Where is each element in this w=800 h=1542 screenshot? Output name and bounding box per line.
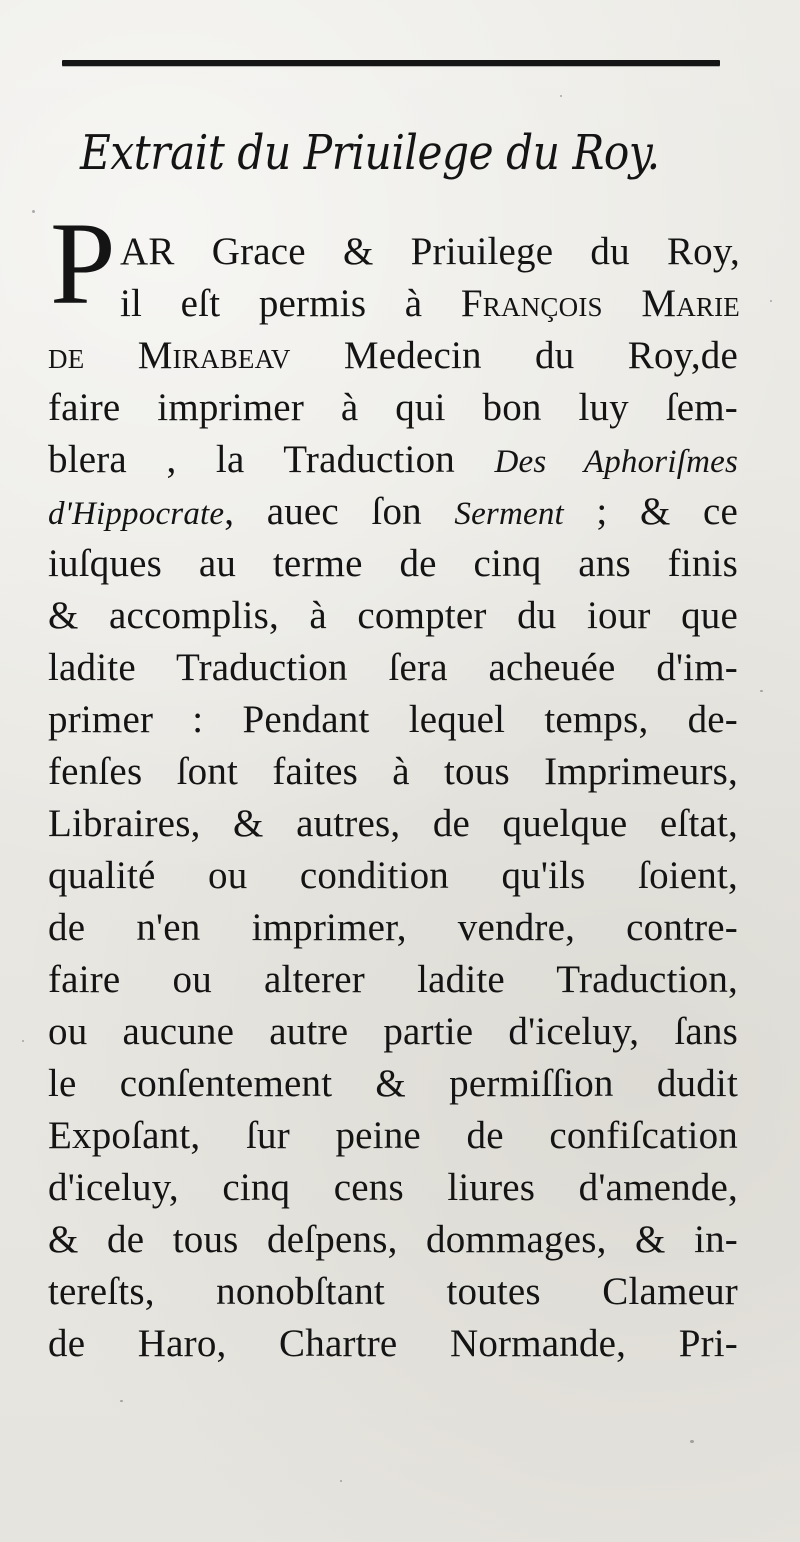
drop-cap: P — [50, 198, 116, 329]
paper-speck — [22, 1040, 24, 1042]
text-line-5 — [48, 434, 738, 486]
grantee-name: François Marie — [460, 282, 741, 325]
text-line-20: & de tous deſpens, dommages, & in- — [48, 1218, 738, 1261]
text-line-6-end: ; & ce — [596, 490, 739, 533]
text-line-19: d'iceluy, cinq cens liures d'amende, — [48, 1166, 738, 1209]
text-line-17: le conſentement & permiſſion dudit — [48, 1062, 738, 1105]
text-line-5-start: blera , la Traduction — [48, 438, 455, 481]
text-line-1: AR Grace & Priuilege du Roy, — [120, 230, 740, 273]
text-line-10: primer : Pendant lequel temps, de- — [48, 698, 738, 741]
text-line-14: de n'en imprimer, vendre, contre- — [48, 906, 738, 949]
text-line-11: fenſes ſont faites à tous Imprimeurs, — [48, 750, 738, 793]
text-line-13: qualité ou condition qu'ils ſoient, — [48, 854, 738, 897]
paper-speck — [770, 300, 772, 302]
text-line-3 — [48, 330, 738, 382]
work-title-2: d'Hippocrate — [48, 496, 225, 532]
text-line-2-start: il eſt permis à — [120, 282, 423, 325]
text-line-15: faire ou alterer ladite Traduction, — [48, 958, 738, 1001]
top-rule — [62, 60, 720, 66]
text-line-21: tereſts, nonobſtant toutes Clameur — [48, 1270, 738, 1313]
text-line-9: ladite Traduction ſera acheuée d'im- — [48, 646, 738, 689]
paper-speck — [340, 1480, 342, 1482]
text-line-16: ou aucune autre partie d'iceluy, ſans — [48, 1010, 738, 1053]
text-line-12: Libraires, & autres, de quelque eſtat, — [48, 802, 738, 845]
paper-speck — [32, 210, 35, 213]
paper-speck — [760, 690, 763, 692]
grantee-surname: de Mirabeav — [48, 334, 291, 377]
text-line-7: iuſques au terme de cinq ans finis — [48, 542, 738, 585]
text-line-4: faire imprimer à qui bon luy ſem- — [48, 386, 738, 429]
text-line-8: & accomplis, à compter du iour que — [48, 594, 738, 637]
paper-speck — [560, 95, 562, 97]
grantee-title: Medecin du Roy,de — [290, 334, 738, 377]
text-line-6-mid: , auec ſon — [224, 490, 422, 533]
text-line-18: Expoſant, ſur peine de confiſcation — [48, 1114, 738, 1157]
page-title: Extrait du Priuilege du Roy. — [80, 125, 660, 181]
paper-speck — [120, 1400, 123, 1402]
serment: Serment — [454, 496, 564, 532]
text-line-22: de Haro, Chartre Normande, Pri- — [48, 1322, 738, 1365]
text-line-6 — [48, 486, 738, 538]
paper-speck — [690, 1440, 694, 1443]
work-title: Des Aphoriſmes — [494, 444, 738, 480]
text-line-2 — [120, 278, 740, 330]
